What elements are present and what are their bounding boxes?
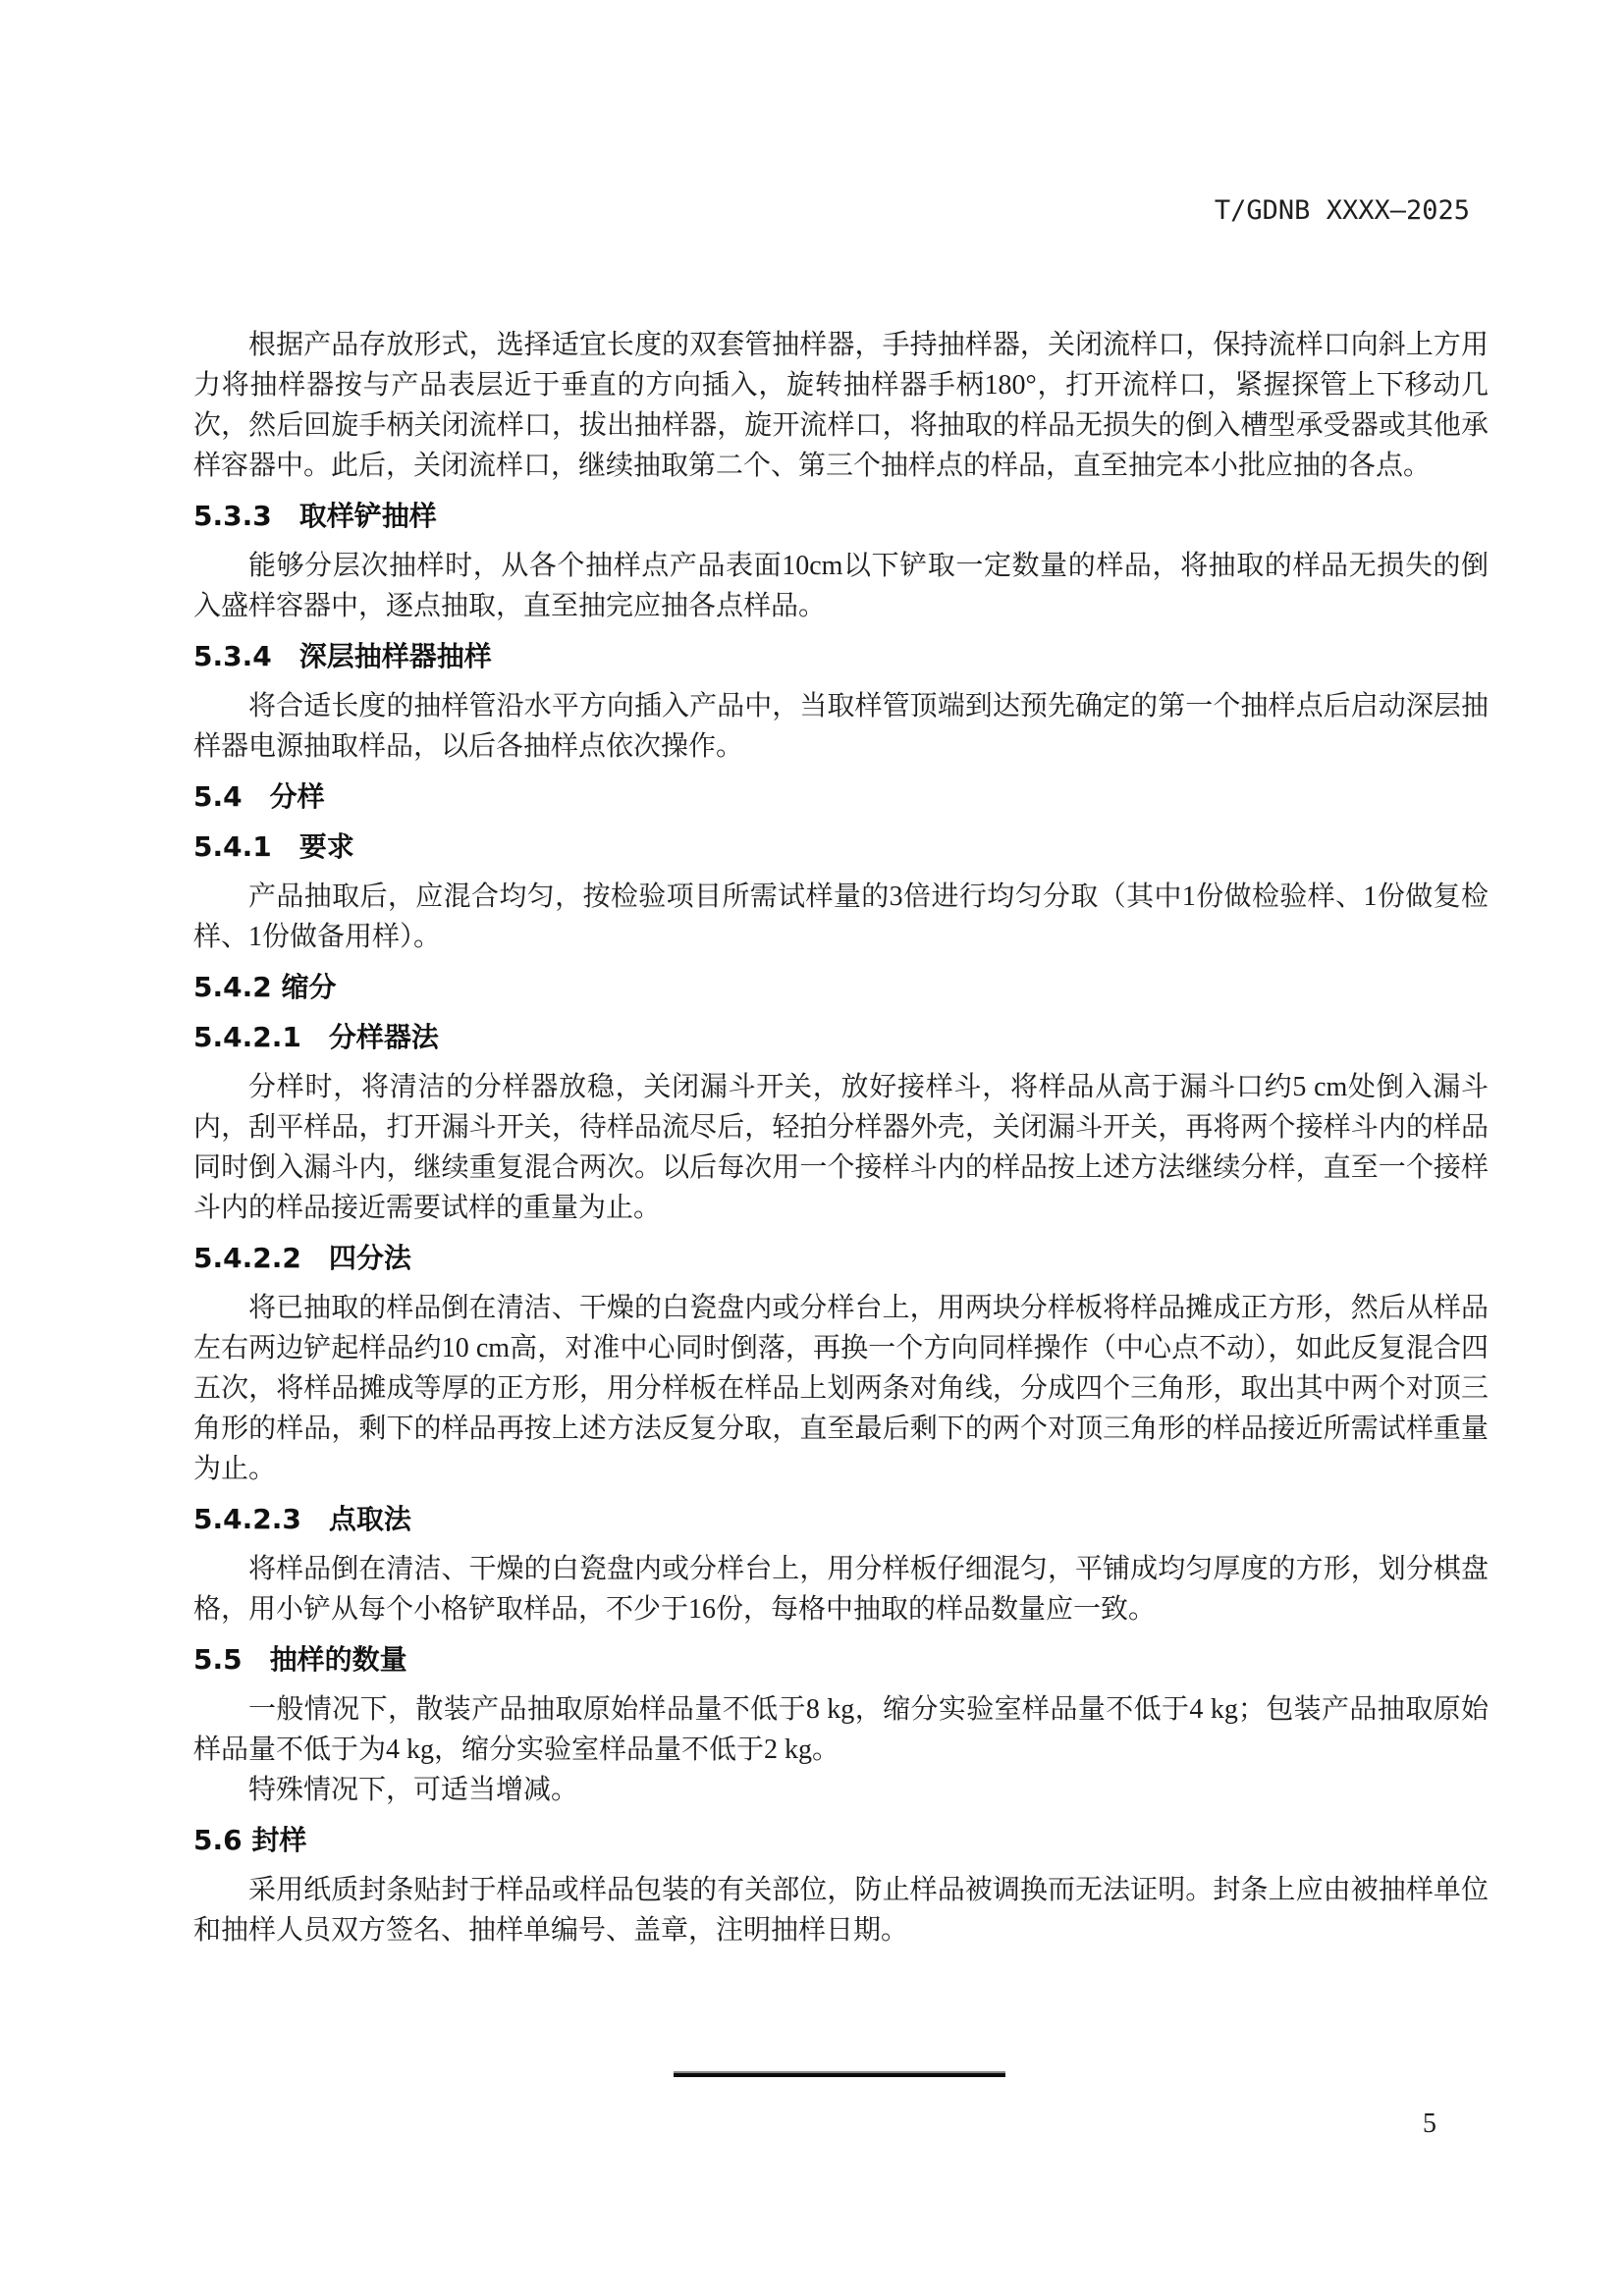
section-heading: 5.5 抽样的数量 bbox=[193, 1643, 407, 1676]
section-heading: 5.4 分样 bbox=[193, 780, 325, 813]
section-heading: 5.3.4 深层抽样器抽样 bbox=[193, 640, 492, 672]
body-paragraph: 特殊情况下，可适当增减。 bbox=[248, 1775, 579, 1805]
body-paragraph: 一般情况下，散装产品抽取原始样品量不低于8 kg，缩分实验室样品量不低于4 kg；包装产品抽取原始样品量不低于为4 kg，缩分实验室样品量不低于2 kg。 bbox=[193, 1694, 1489, 1765]
body-paragraph: 产品抽取后，应混合均匀，按检验项目所需试样量的3倍进行均匀分取（其中1份做检验样、1份做复检样、1份做备用样）。 bbox=[193, 881, 1489, 952]
section-heading: 5.6 封样 bbox=[193, 1824, 307, 1856]
body-paragraph: 能够分层次抽样时，从各个抽样点产品表面10cm以下铲取一定数量的样品，将抽取的样品无损失的倒入盛样容器中，逐点抽取，直至抽完应抽各点样品。 bbox=[193, 551, 1489, 621]
body-paragraph: 根据产品存放形式，选择适宜长度的双套管抽样器，手持抽样器，关闭流样口，保持流样口向斜上方用力将抽样器按与产品表层近于垂直的方向插入，旋转抽样器手柄180°，打开流样口，紧握探管上下移动几次，然后回旋手柄关闭流样口，拔出抽样器，旋开流样口，将抽取的样品无损失的倒入槽型承受器或其他承样容器中。此后，关闭流样口，继续抽取第二个、第三个抽样点的样品，直至抽完本小批应抽的各点。 bbox=[193, 330, 1489, 481]
section-heading: 5.3.3 取样铲抽样 bbox=[193, 500, 437, 532]
standard-code-header: T/GDNB XXXX—2025 bbox=[1214, 195, 1470, 226]
section-heading: 5.4.2.1 分样器法 bbox=[193, 1021, 439, 1053]
body-paragraph: 将已抽取的样品倒在清洁、干燥的白瓷盘内或分样台上，用两块分样板将样品摊成正方形，然后从样品左右两边铲起样品约10 cm高，对准中心同时倒落，再换一个方向同样操作（中心点不动），如此反复混合四五次，将样品摊成等厚的正方形，用分样板在样品上划两条对角线，分成四个三角形，取出其中两个对顶三角形的样品，剩下的样品再按上述方法反复分取，直至最后剩下的两个对顶三角形的样品接近所需试样重量为止。 bbox=[193, 1293, 1489, 1484]
end-of-text-rule bbox=[674, 2071, 1005, 2077]
body-paragraph: 分样时，将清洁的分样器放稳，关闭漏斗开关，放好接样斗，将样品从高于漏斗口约5 cm处倒入漏斗内，刮平样品，打开漏斗开关，待样品流尽后，轻拍分样器外壳，关闭漏斗开关，再将两个接样斗内的样品同时倒入漏斗内，继续重复混合两次。以后每次用一个接样斗内的样品按上述方法继续分样，直至一个接样斗内的样品接近需要试样的重量为止。 bbox=[193, 1072, 1489, 1223]
section-heading: 5.4.2.3 点取法 bbox=[193, 1503, 411, 1535]
section-heading: 5.4.2.2 四分法 bbox=[193, 1242, 411, 1274]
body-paragraph: 采用纸质封条贴封于样品或样品包装的有关部位，防止样品被调换而无法证明。封条上应由被抽样单位和抽样人员双方签名、抽样单编号、盖章，注明抽样日期。 bbox=[193, 1875, 1489, 1946]
page-number: 5 bbox=[1423, 2109, 1436, 2139]
body-paragraph: 将样品倒在清洁、干燥的白瓷盘内或分样台上，用分样板仔细混匀，平铺成均匀厚度的方形，划分棋盘格，用小铲从每个小格铲取样品，不少于16份，每格中抽取的样品数量应一致。 bbox=[193, 1554, 1489, 1625]
section-heading: 5.4.2 缩分 bbox=[193, 971, 337, 1003]
section-heading: 5.4.1 要求 bbox=[193, 830, 354, 863]
document-body bbox=[193, 325, 1489, 1950]
body-paragraph: 将合适长度的抽样管沿水平方向插入产品中，当取样管顶端到达预先确定的第一个抽样点后启动深层抽样器电源抽取样品，以后各抽样点依次操作。 bbox=[193, 691, 1489, 762]
